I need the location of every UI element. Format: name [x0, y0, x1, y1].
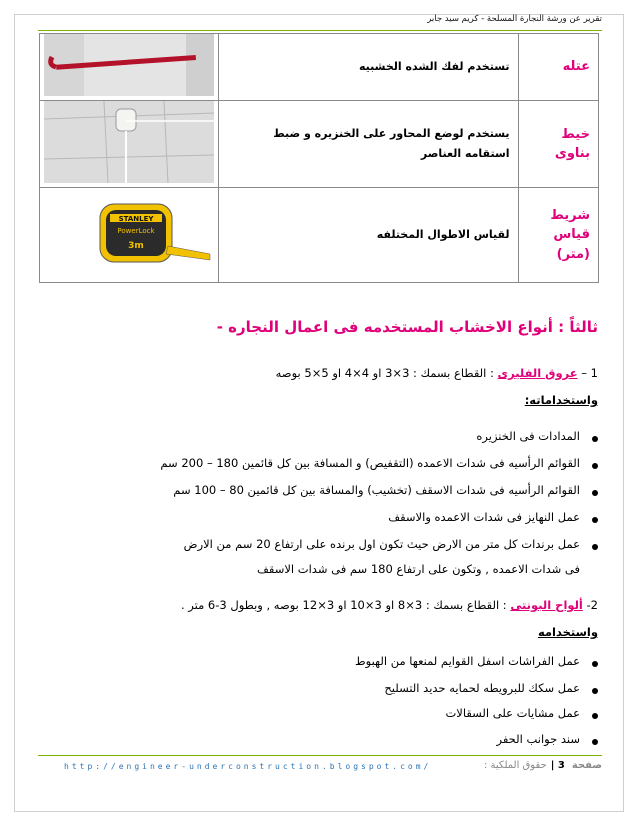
bullet-dot	[592, 490, 598, 496]
footer-rights: حقوق الملكية :	[484, 760, 547, 771]
list-item: القوائم الرأسيه فى شدات الاسقف (تخشيب) والمسافة بين كل قائمين 80 – 100 سم	[173, 483, 580, 497]
item-1-name: عروق الفليرى	[497, 366, 578, 380]
tool-name: عتله	[518, 34, 598, 101]
bullet-dot	[592, 661, 598, 667]
list-item: عمل الفراشات اسفل القوايم لمنعها من الهبوط	[355, 654, 580, 668]
bullet-dot	[592, 739, 598, 745]
list-item: عمل النهايز فى شدات الاعمده والاسقف	[388, 510, 580, 524]
item-1-number: 1 –	[581, 366, 598, 380]
bullet-dot	[592, 713, 598, 719]
table-row	[40, 188, 599, 283]
list-item: عمل مشايات على السقالات	[445, 706, 580, 720]
crowbar-image	[40, 34, 219, 101]
list-item: المدادات فى الخنزيره	[476, 429, 580, 443]
header-title: تقرير عن ورشة النجارة المسلحة - كريم سيد جابر	[427, 14, 602, 24]
item-2-dims: : القطاع بسمك : 3×8 او 3×10 او 3×12 بوصه , وبطول 3-6 متر .	[180, 598, 507, 612]
section-3-title: ثالثاً : أنواع الاخشاب المستخدمه فى اعمال النجاره -	[216, 318, 598, 336]
item-2-number: 2-	[586, 598, 598, 612]
bullet-dot	[592, 463, 598, 469]
item-1-line	[276, 366, 598, 380]
table-row	[40, 34, 599, 101]
footer-url-link[interactable]: http://engineer-underconstruction.blogspot.com/	[64, 762, 432, 771]
item-1-dims: : القطاع بسمك : 3×3 او 4×4 او 5×5 بوصه	[275, 366, 494, 380]
list-item: عمل سكك للبرويطه لحمايه حديد التسليح	[384, 681, 580, 695]
tape-model: PowerLock	[117, 227, 155, 235]
table-row	[40, 101, 599, 188]
tool-use: يستخدم لوضع المحاور على الخنزيره و ضبط استقامه العناصر	[218, 101, 518, 188]
bullet-dot	[592, 544, 598, 550]
item-1-uses-title: واستخداماته:	[524, 393, 598, 407]
tape-size: 3m	[128, 241, 144, 251]
tape-brand: STANLEY	[118, 215, 154, 223]
tool-use: تستخدم لفك الشده الخشبيه	[218, 34, 518, 101]
list-item: القوائم الرأسيه فى شدات الاعمده (التقفيص) و المسافة بين كل قائمين 180 – 200 سم	[160, 456, 580, 470]
tools-table	[39, 33, 599, 283]
list-item: سند جوانب الحفر	[496, 732, 580, 746]
header-rule	[38, 30, 602, 31]
bullet-dot	[592, 436, 598, 442]
bullet-dot	[592, 688, 598, 694]
item-2-line	[181, 598, 598, 612]
tool-use: لقياس الاطوال المختلفه	[218, 188, 518, 283]
footer-page	[551, 760, 602, 771]
tool-name: خيط بناوى	[518, 101, 598, 188]
page-word: صفحة	[571, 760, 602, 771]
tape-measure-image	[40, 188, 219, 283]
item-2-name: ألواح البونتى	[510, 598, 583, 612]
page-number: 3 |	[550, 760, 565, 771]
item-2-uses-title: واستخدامه	[537, 625, 598, 639]
list-item-continued: فى شدات الاعمده , وتكون على ارتفاع 180 سم فى شدات الاسقف	[257, 562, 580, 576]
footer-rule	[38, 755, 602, 756]
tool-name: شريط قياس (متر)	[518, 188, 598, 283]
string-line-image	[40, 101, 219, 188]
footer	[64, 762, 602, 776]
list-item: عمل برندات كل متر من الارض حيث تكون اول برنده على ارتفاع 20 سم من الارض	[183, 537, 580, 551]
bullet-dot	[592, 517, 598, 523]
